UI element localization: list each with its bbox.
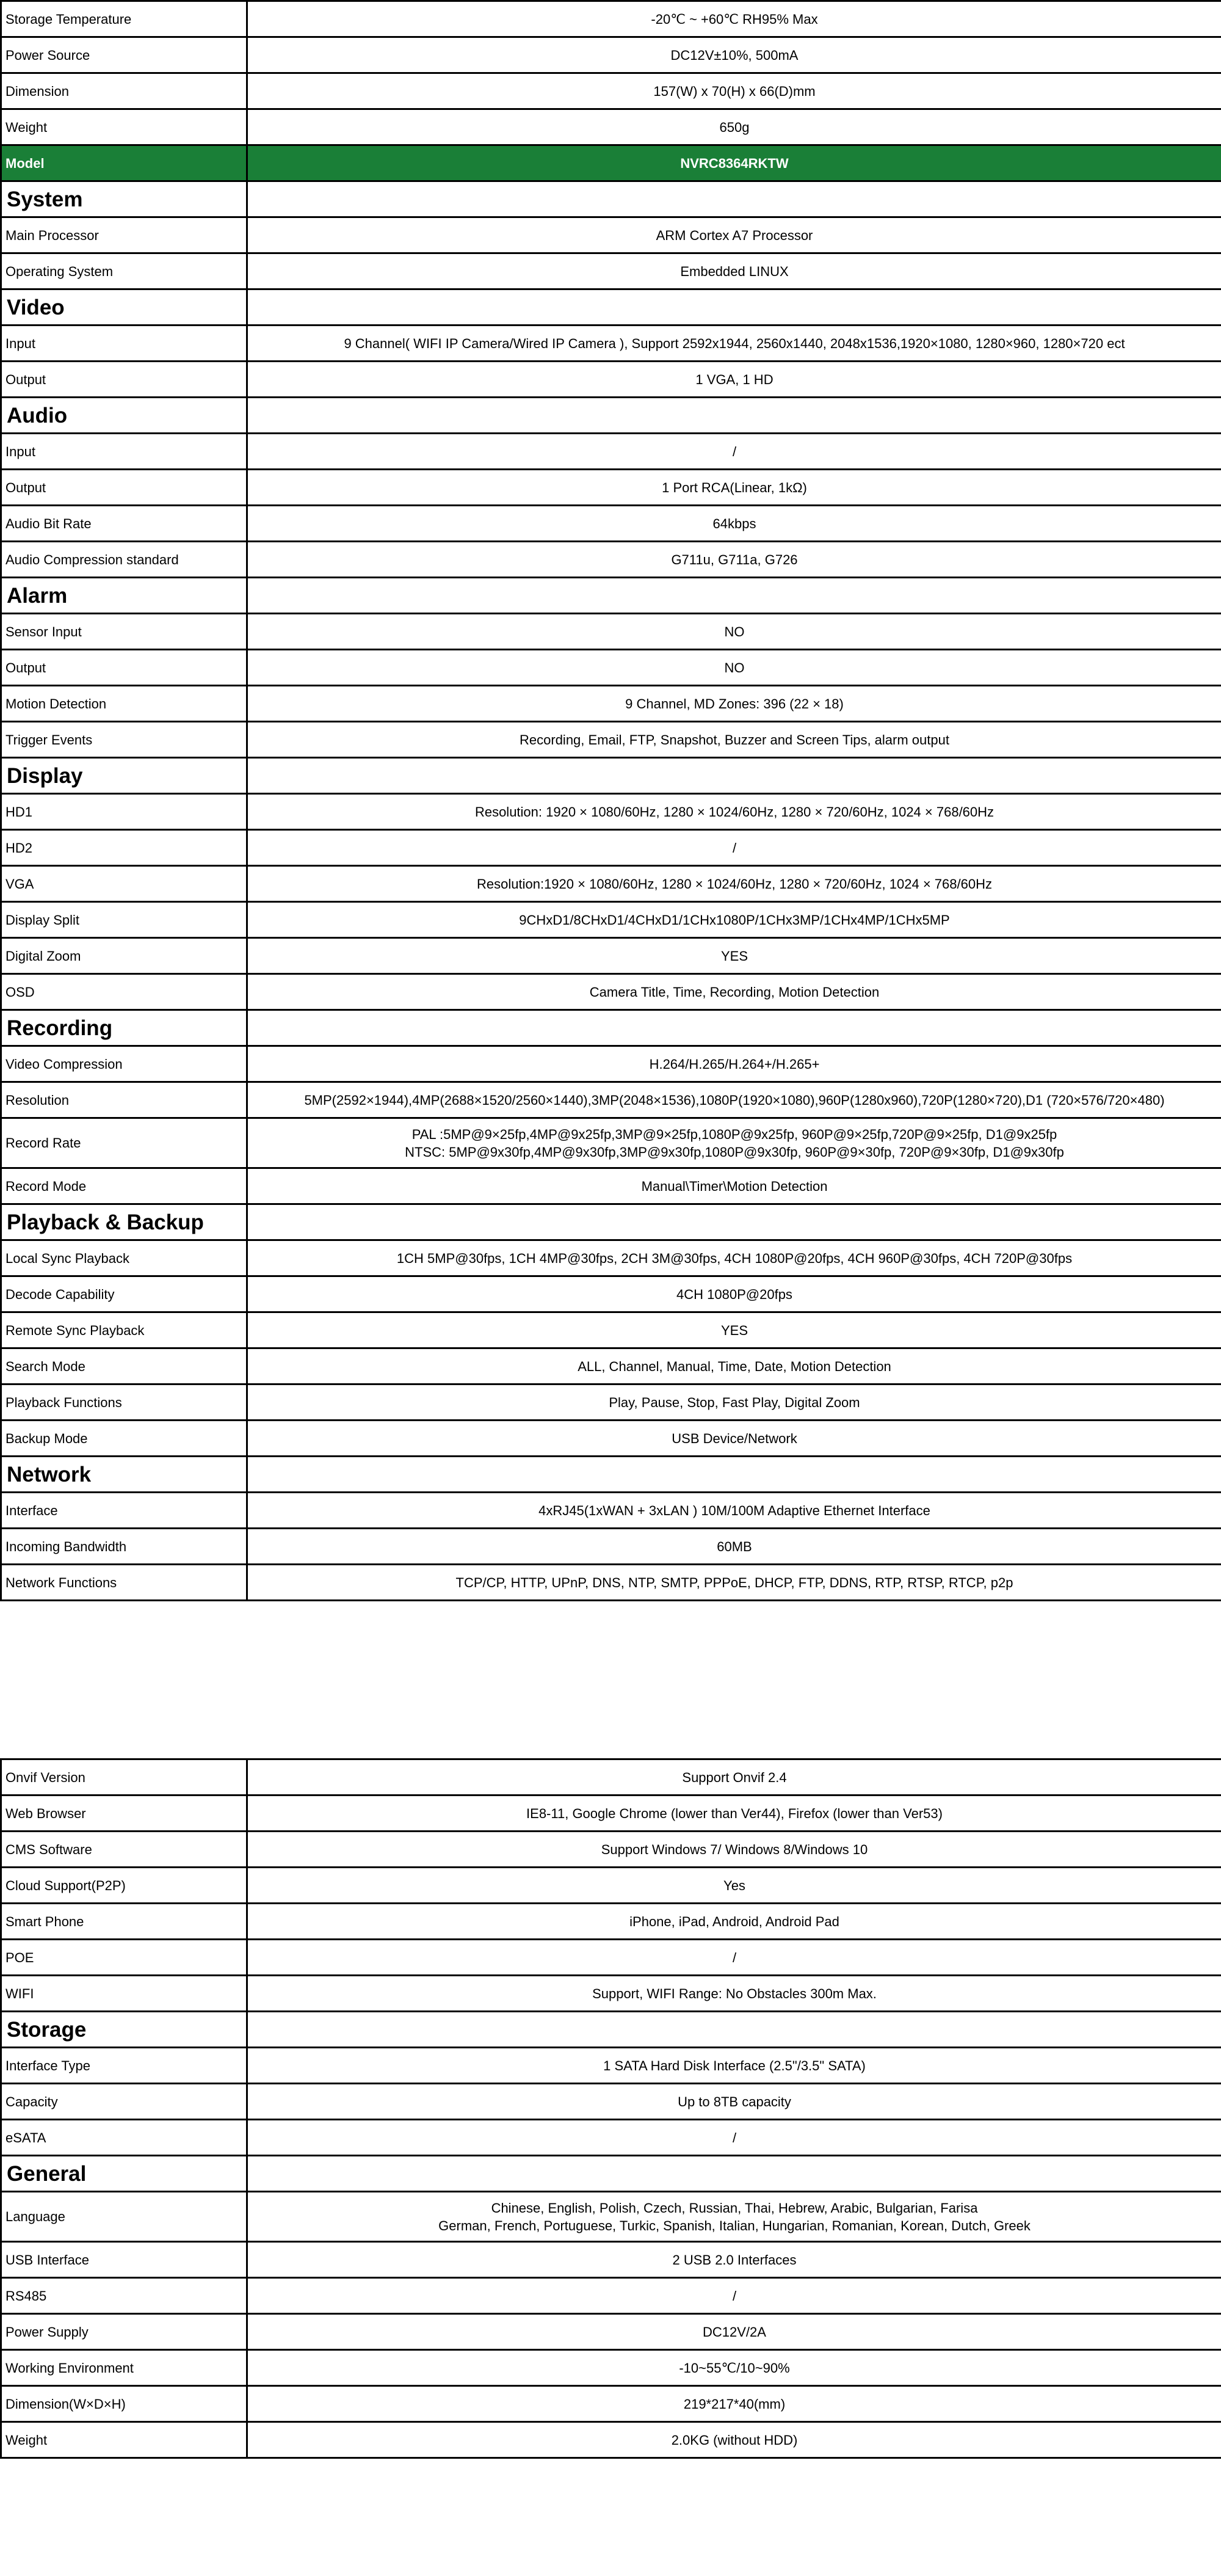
- spec-row: [1, 614, 1221, 650]
- section-header-alarm: [1, 578, 1221, 614]
- spec-value: /: [247, 1940, 1221, 1976]
- section-title: System: [1, 181, 247, 217]
- spec-row: [1, 1796, 1221, 1832]
- spec-row: [1, 1046, 1221, 1082]
- spec-label: HD2: [1, 830, 247, 866]
- spec-label: Main Processor: [1, 217, 247, 253]
- spec-table-continued: [0, 1758, 1221, 2459]
- spec-row: [1, 1904, 1221, 1940]
- spec-row: [1, 2084, 1221, 2120]
- spec-value: -20℃ ~ +60℃ RH95% Max: [247, 1, 1221, 37]
- spec-label: Network Functions: [1, 1565, 247, 1601]
- spec-value: Embedded LINUX: [247, 253, 1221, 289]
- spec-row: [1, 2278, 1221, 2314]
- spec-value: ALL, Channel, Manual, Time, Date, Motion Detection: [247, 1348, 1221, 1384]
- spec-label: Interface Type: [1, 2048, 247, 2084]
- spec-value: /: [247, 2120, 1221, 2156]
- spec-label: Trigger Events: [1, 722, 247, 758]
- spec-value-line: NTSC: 5MP@9x30fp,4MP@9x30fp,3MP@9x30fp,1080P@9x30fp, 960P@9×30fp, 720P@9×30fp, D1@9x30fp: [405, 1144, 1064, 1160]
- spec-label: Video Compression: [1, 1046, 247, 1082]
- spec-label: RS485: [1, 2278, 247, 2314]
- section-title: General: [1, 2156, 247, 2192]
- spec-row: [1, 73, 1221, 109]
- spec-row: [1, 37, 1221, 73]
- spec-value: /: [247, 830, 1221, 866]
- spec-label: Local Sync Playback: [1, 1240, 247, 1276]
- section-title: Network: [1, 1457, 247, 1493]
- spec-label: Playback Functions: [1, 1384, 247, 1421]
- spec-value: IE8-11, Google Chrome (lower than Ver44), Firefox (lower than Ver53): [247, 1796, 1221, 1832]
- spec-row: [1, 650, 1221, 686]
- spec-label: Remote Sync Playback: [1, 1312, 247, 1348]
- spec-row: [1, 109, 1221, 145]
- spec-value: Yes: [247, 1868, 1221, 1904]
- spec-table-body: [1, 1, 1221, 1601]
- spec-label: Decode Capability: [1, 1276, 247, 1312]
- section-title: Display: [1, 758, 247, 794]
- spec-label: Sensor Input: [1, 614, 247, 650]
- spec-value: 64kbps: [247, 506, 1221, 542]
- spec-table-body: [1, 1759, 1221, 2458]
- section-header-recording: [1, 1010, 1221, 1046]
- spec-row: [1, 1759, 1221, 1796]
- spec-value: Up to 8TB capacity: [247, 2084, 1221, 2120]
- section-title: Storage: [1, 2012, 247, 2048]
- spec-value: Resolution:1920 × 1080/60Hz, 1280 × 1024/60Hz, 1280 × 720/60Hz, 1024 × 768/60Hz: [247, 866, 1221, 902]
- spec-label: Smart Phone: [1, 1904, 247, 1940]
- spec-row: [1, 1529, 1221, 1565]
- spec-value: YES: [247, 1312, 1221, 1348]
- spec-row: [1, 830, 1221, 866]
- spec-row: [1, 1421, 1221, 1457]
- spec-row: [1, 2048, 1221, 2084]
- spec-value: 9CHxD1/8CHxD1/4CHxD1/1CHx1080P/1CHx3MP/1CHx4MP/1CHx5MP: [247, 902, 1221, 938]
- section-title: Audio: [1, 398, 247, 434]
- spec-row: [1, 1082, 1221, 1118]
- spec-label: Weight: [1, 109, 247, 145]
- spec-row: [1, 470, 1221, 506]
- spec-value: Support Windows 7/ Windows 8/Windows 10: [247, 1832, 1221, 1868]
- spec-label: Language: [1, 2192, 247, 2242]
- spec-value: [247, 2192, 1221, 2242]
- spec-value: YES: [247, 938, 1221, 974]
- spec-row: [1, 1940, 1221, 1976]
- spec-value: 1 VGA, 1 HD: [247, 362, 1221, 398]
- spec-value: DC12V/2A: [247, 2314, 1221, 2350]
- spec-label: Power Source: [1, 37, 247, 73]
- spec-value: Manual\Timer\Motion Detection: [247, 1168, 1221, 1204]
- spec-label: VGA: [1, 866, 247, 902]
- section-spacer: [247, 289, 1221, 326]
- spec-value: Support Onvif 2.4: [247, 1759, 1221, 1796]
- spec-value: G711u, G711a, G726: [247, 542, 1221, 578]
- spec-row: [1, 1312, 1221, 1348]
- spec-row: [1, 326, 1221, 362]
- spec-value: iPhone, iPad, Android, Android Pad: [247, 1904, 1221, 1940]
- spec-label: USB Interface: [1, 2242, 247, 2278]
- spec-label: Output: [1, 362, 247, 398]
- spec-value: 1 Port RCA(Linear, 1kΩ): [247, 470, 1221, 506]
- spec-label: Web Browser: [1, 1796, 247, 1832]
- spec-value: 2 USB 2.0 Interfaces: [247, 2242, 1221, 2278]
- section-header-system: [1, 181, 1221, 217]
- spec-row: [1, 1384, 1221, 1421]
- spec-row: [1, 902, 1221, 938]
- spec-value-line: German, French, Portuguese, Turkic, Spanish, Italian, Hungarian, Romanian, Korean, Dutch, Greek: [438, 2218, 1031, 2233]
- section-header-playback-backup: [1, 1204, 1221, 1240]
- spec-row: [1, 1976, 1221, 2012]
- spec-label: CMS Software: [1, 1832, 247, 1868]
- spec-label: Input: [1, 434, 247, 470]
- spec-row: [1, 1348, 1221, 1384]
- section-spacer: [247, 758, 1221, 794]
- spec-row: [1, 2120, 1221, 2156]
- spec-value: Play, Pause, Stop, Fast Play, Digital Zoom: [247, 1384, 1221, 1421]
- spec-row: [1, 1276, 1221, 1312]
- section-header-general: [1, 2156, 1221, 2192]
- spec-label: Digital Zoom: [1, 938, 247, 974]
- spec-value: 157(W) x 70(H) x 66(D)mm: [247, 73, 1221, 109]
- spec-value: [247, 1118, 1221, 1168]
- spec-value: Recording, Email, FTP, Snapshot, Buzzer and Screen Tips, alarm output: [247, 722, 1221, 758]
- spec-row: [1, 2314, 1221, 2350]
- spec-value: 1 SATA Hard Disk Interface (2.5"/3.5" SATA): [247, 2048, 1221, 2084]
- section-title: Alarm: [1, 578, 247, 614]
- spec-row: [1, 1832, 1221, 1868]
- spec-row: [1, 217, 1221, 253]
- spec-row: [1, 2386, 1221, 2422]
- spec-label: HD1: [1, 794, 247, 830]
- spec-label: Interface: [1, 1493, 247, 1529]
- section-spacer: [247, 2012, 1221, 2048]
- spec-row: [1, 434, 1221, 470]
- spec-label: Cloud Support(P2P): [1, 1868, 247, 1904]
- spec-label: Incoming Bandwidth: [1, 1529, 247, 1565]
- spec-label: Output: [1, 650, 247, 686]
- spec-label: WIFI: [1, 1976, 247, 2012]
- spec-value: Camera Title, Time, Recording, Motion Detection: [247, 974, 1221, 1010]
- spec-label: Record Rate: [1, 1118, 247, 1168]
- spec-row: [1, 2422, 1221, 2458]
- spec-value: NO: [247, 650, 1221, 686]
- spec-value: ARM Cortex A7 Processor: [247, 217, 1221, 253]
- spec-label: Display Split: [1, 902, 247, 938]
- spec-value: H.264/H.265/H.264+/H.265+: [247, 1046, 1221, 1082]
- section-header-audio: [1, 398, 1221, 434]
- spec-value: USB Device/Network: [247, 1421, 1221, 1457]
- spec-row: [1, 1118, 1221, 1168]
- section-spacer: [247, 1204, 1221, 1240]
- spec-label: Dimension(W×D×H): [1, 2386, 247, 2422]
- spec-value: 60MB: [247, 1529, 1221, 1565]
- model-row: [1, 145, 1221, 181]
- spec-label: Weight: [1, 2422, 247, 2458]
- spec-row: [1, 722, 1221, 758]
- spec-value: DC12V±10%, 500mA: [247, 37, 1221, 73]
- spec-value: 650g: [247, 109, 1221, 145]
- section-spacer: [247, 1010, 1221, 1046]
- section-spacer: [247, 578, 1221, 614]
- spec-value: 2.0KG (without HDD): [247, 2422, 1221, 2458]
- spec-label: Onvif Version: [1, 1759, 247, 1796]
- spec-value: /: [247, 2278, 1221, 2314]
- section-header-video: [1, 289, 1221, 326]
- section-spacer: [247, 398, 1221, 434]
- spec-label: POE: [1, 1940, 247, 1976]
- spec-label: Search Mode: [1, 1348, 247, 1384]
- spec-label: Power Supply: [1, 2314, 247, 2350]
- spec-row: [1, 542, 1221, 578]
- spec-value: NO: [247, 614, 1221, 650]
- spec-value: Resolution: 1920 × 1080/60Hz, 1280 × 1024/60Hz, 1280 × 720/60Hz, 1024 × 768/60Hz: [247, 794, 1221, 830]
- spec-label: Operating System: [1, 253, 247, 289]
- section-spacer: [247, 2156, 1221, 2192]
- spec-row: [1, 253, 1221, 289]
- spec-row: [1, 2242, 1221, 2278]
- spec-label: Capacity: [1, 2084, 247, 2120]
- section-spacer: [247, 181, 1221, 217]
- spec-value: 5MP(2592×1944),4MP(2688×1520/2560×1440),3MP(2048×1536),1080P(1920×1080),960P(1280x960),720P(1280×720),D1 (720×576/720×480): [247, 1082, 1221, 1118]
- spec-label: Record Mode: [1, 1168, 247, 1204]
- spec-row: [1, 686, 1221, 722]
- section-title: Recording: [1, 1010, 247, 1046]
- spec-row: [1, 362, 1221, 398]
- section-header-display: [1, 758, 1221, 794]
- spec-value: 9 Channel, MD Zones: 396 (22 × 18): [247, 686, 1221, 722]
- spec-label: Motion Detection: [1, 686, 247, 722]
- spec-label: Resolution: [1, 1082, 247, 1118]
- spec-label: eSATA: [1, 2120, 247, 2156]
- spec-label: Storage Temperature: [1, 1, 247, 37]
- spec-label: Audio Compression standard: [1, 542, 247, 578]
- spec-row: [1, 1, 1221, 37]
- spec-row: [1, 1240, 1221, 1276]
- spec-value: NVRC8364RKTW: [247, 145, 1221, 181]
- spec-label: Backup Mode: [1, 1421, 247, 1457]
- spec-row: [1, 1168, 1221, 1204]
- spec-row: [1, 1565, 1221, 1601]
- spec-value-line: PAL :5MP@9×25fp,4MP@9x25fp,3MP@9×25fp,1080P@9x25fp, 960P@9×25fp,720P@9×25fp, D1@9x25fp: [411, 1126, 1057, 1142]
- spec-row: [1, 974, 1221, 1010]
- spec-label: OSD: [1, 974, 247, 1010]
- spec-value: -10~55℃/10~90%: [247, 2350, 1221, 2386]
- spec-row: [1, 1868, 1221, 1904]
- spec-label: Input: [1, 326, 247, 362]
- spec-row: [1, 2350, 1221, 2386]
- spec-value-line: Chinese, English, Polish, Czech, Russian, Thai, Hebrew, Arabic, Bulgarian, Farisa: [491, 2200, 978, 2216]
- spec-value: 4CH 1080P@20fps: [247, 1276, 1221, 1312]
- spec-row: [1, 794, 1221, 830]
- spec-row: [1, 938, 1221, 974]
- section-title: Video: [1, 289, 247, 326]
- spec-value: Support, WIFI Range: No Obstacles 300m Max.: [247, 1976, 1221, 2012]
- spec-row: [1, 2192, 1221, 2242]
- spec-value: 9 Channel( WIFI IP Camera/Wired IP Camera ), Support 2592x1944, 2560x1440, 2048x1536,1920×1080, 1280×960, 1280×720 ect: [247, 326, 1221, 362]
- spec-value: /: [247, 434, 1221, 470]
- spec-value: 4xRJ45(1xWAN + 3xLAN ) 10M/100M Adaptive Ethernet Interface: [247, 1493, 1221, 1529]
- spec-label: Audio Bit Rate: [1, 506, 247, 542]
- spec-label: Model: [1, 145, 247, 181]
- spec-label: Output: [1, 470, 247, 506]
- section-header-network: [1, 1457, 1221, 1493]
- spec-row: [1, 866, 1221, 902]
- spec-row: [1, 1493, 1221, 1529]
- section-title: Playback & Backup: [1, 1204, 247, 1240]
- section-header-storage: [1, 2012, 1221, 2048]
- spec-label: Working Environment: [1, 2350, 247, 2386]
- section-spacer: [247, 1457, 1221, 1493]
- spec-row: [1, 506, 1221, 542]
- spec-value: TCP/CP, HTTP, UPnP, DNS, NTP, SMTP, PPPoE, DHCP, FTP, DDNS, RTP, RTSP, RTCP, p2p: [247, 1565, 1221, 1601]
- spec-value: 219*217*40(mm): [247, 2386, 1221, 2422]
- spec-label: Dimension: [1, 73, 247, 109]
- spec-value: 1CH 5MP@30fps, 1CH 4MP@30fps, 2CH 3M@30fps, 4CH 1080P@20fps, 4CH 960P@30fps, 4CH 720P@30fps: [247, 1240, 1221, 1276]
